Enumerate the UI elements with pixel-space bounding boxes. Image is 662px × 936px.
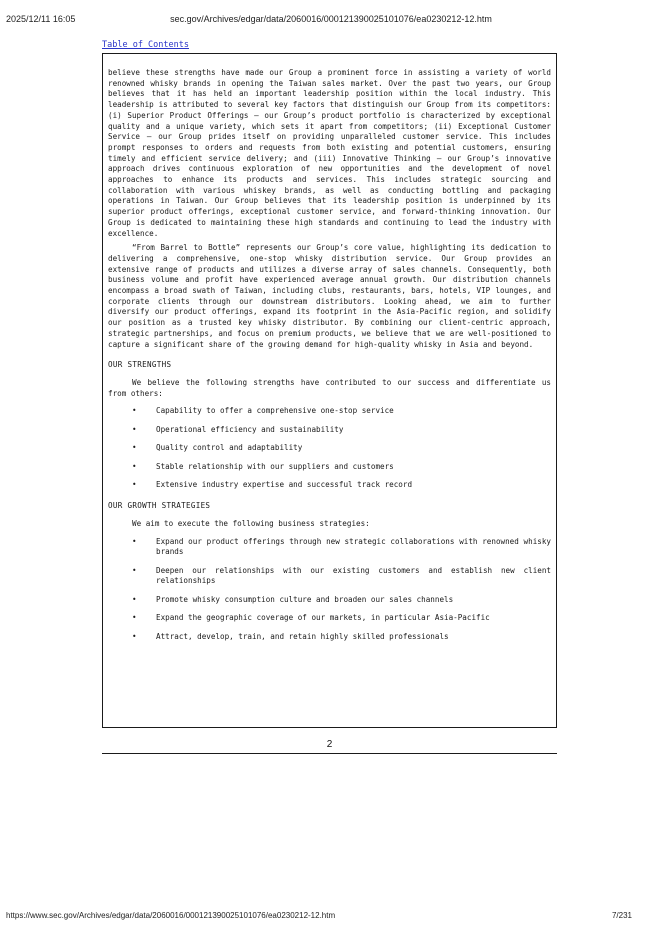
page-number: 2 [326,739,333,750]
growth-strategies-list [108,537,551,643]
bullet-icon: • [132,443,137,453]
bullet-icon: • [132,536,137,546]
strengths-list [108,406,551,491]
strengths-intro: We believe the following strengths have contributed to our success and differentiate us from others: [108,377,551,398]
list-item: • Attract, develop, train, and retain highly skilled professionals [132,631,449,641]
print-page-title: sec.gov/Archives/edgar/data/2060016/000121390025101076/ea0230212-12.htm [170,14,492,24]
list-item: • Stable relationship with our suppliers and customers [132,461,394,471]
print-timestamp: 2025/12/11 16:05 [6,14,76,24]
list-item: • Expand our product offerings through new strategic collaborations with renowned whisky brands [132,536,551,557]
page-divider [102,753,557,754]
bullet-icon: • [132,565,137,575]
document-body [102,53,557,728]
list-item: • Promote whisky consumption culture and broaden our sales channels [132,594,454,604]
growth-strategies-intro: We aim to execute the following business strategies: [132,518,370,528]
table-of-contents-link[interactable]: Table of Contents [102,40,189,50]
bullet-icon: • [132,594,137,604]
bullet-icon: • [132,631,137,641]
strengths-heading: OUR STRENGTHS [108,360,172,370]
print-footer-url: https://www.sec.gov/Archives/edgar/data/2060016/000121390025101076/ea0230212-12.htm [6,911,336,920]
leadership-paragraph: believe these strengths have made our Group a prominent force in assisting a variety of world renowned whisky brands in opening the Taiwan sales market. Over the past two years, our Group believes that it has held an important leadership position within the local industry. This leadership is attributed to several key factors that distinguish our Group from its competitors: (i) Superior Product Offerings — our Group’s product portfolio is characterized by exceptional quality and a unique variety, which sets it apart from competitors; (ii) Exceptional Customer Service — our Group prides itself on providing unparalleled customer service. This includes prompt responses to orders and requests from both existing and potential customers, ensuring timely and efficient service delivery; and (iii) Innovative Thinking — our Group’s innovative approach drives continuous exploration of new opportunities and the development of novel approaches to enhance its products and services. This includes strategic sourcing and collaboration with various whiskey brands, as well as conducting bottling and packaging operations in Taiwan. Our Group believes that its leadership position is underpinned by its superior product offerings, exceptional customer service, and forward-thinking innovation. Our Group is dedicated to maintaining these high standards and continuing to lead the industry with excellence. [108,68,551,238]
list-item: • Capability to offer a comprehensive one-stop service [132,406,394,416]
bullet-icon: • [132,613,137,623]
list-item: • Operational efficiency and sustainability [132,424,344,434]
bullet-icon: • [132,461,137,471]
list-item: • Expand the geographic coverage of our markets, in particular Asia-Pacific [132,613,490,623]
print-page-count: 7/231 [611,911,632,920]
list-item: • Deepen our relationships with our existing customers and establish new client relationships [132,565,551,586]
core-value-paragraph: “From Barrel to Bottle” represents our Group’s core value, highlighting its dedication to delivering a comprehensive, one-stop whisky distribution service. Our Group provides an extensive range of products and utilizes a diverse array of sales channels. Consequently, both business volume and profit have experienced average annual growth. Our distribution channels encompass a broad swath of Taiwan, including clubs, restaurants, bars, hotels, VIP lounges, and corporate clients through our downstream distributors. Looking ahead, we aim to further diversify our product offerings, expand its footprint in the Asia-Pacific region, and solidify our position as a trusted key whisky distributor. By combining our client-centric approach, strategic partnerships, and focus on premium products, we believe that we are well-positioned to capture a significant share of the growing demand for high-quality whisky in Asia and beyond. [108,243,551,349]
bullet-icon: • [132,406,137,416]
growth-strategies-heading: OUR GROWTH STRATEGIES [108,501,211,511]
list-item: • Extensive industry expertise and successful track record [132,480,413,490]
bullet-icon: • [132,424,137,434]
list-item: • Quality control and adaptability [132,443,303,453]
bullet-icon: • [132,480,137,490]
